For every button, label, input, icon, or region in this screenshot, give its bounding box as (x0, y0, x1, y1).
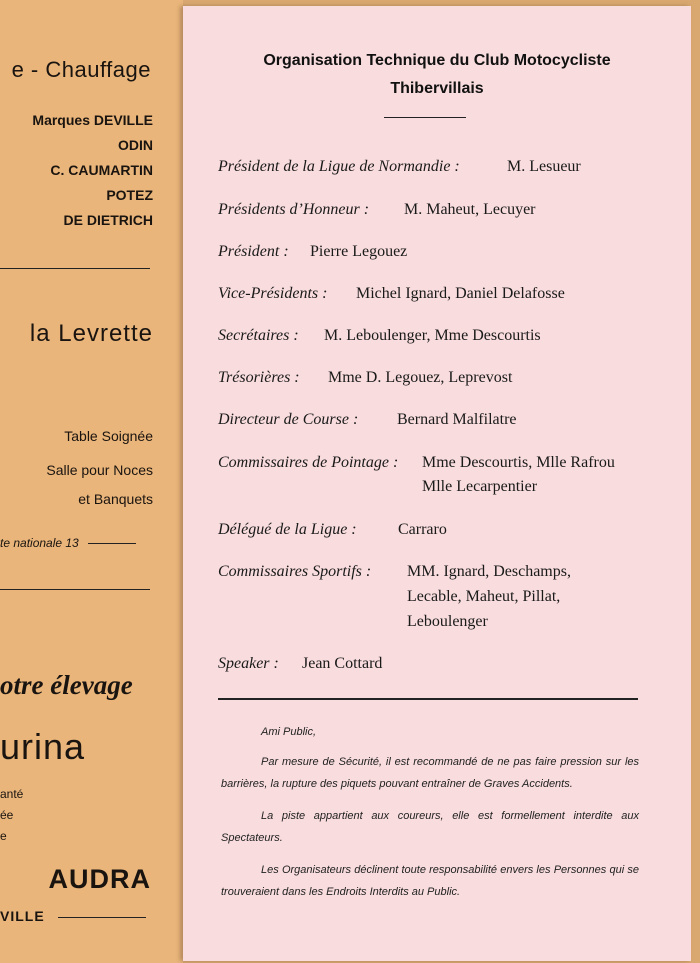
official-value: Mme D. Legouez, Leprevost (328, 369, 513, 386)
ville-dash (58, 917, 146, 918)
official-label: Délégué de la Ligue : (218, 521, 357, 538)
notice-greeting: Ami Public, (261, 726, 317, 738)
fragment-text: anté (0, 787, 24, 801)
heading-chauffage: e - Chauffage (11, 57, 151, 82)
brand-item: Marques DEVILLE (32, 112, 153, 128)
official-row (218, 521, 357, 539)
official-value: M. Maheut, Lecuyer (404, 201, 536, 218)
page-title: Organisation Technique du Club Motocycliste (263, 52, 611, 69)
route-text: te nationale 13 (0, 536, 79, 550)
official-value: M. Leboulenger, Mme Descourtis (324, 327, 541, 344)
title-divider (384, 117, 466, 118)
official-row (218, 563, 371, 581)
official-row (218, 285, 327, 303)
brand-item: ODIN (118, 137, 153, 153)
official-value: MM. Ignard, Deschamps, (407, 563, 571, 580)
divider (0, 589, 150, 590)
official-row (218, 327, 299, 345)
official-label: Directeur de Course : (218, 411, 359, 428)
elevage-text: otre élevage (0, 670, 133, 700)
official-value: Bernard Malfilatre (397, 411, 517, 428)
ville-line (0, 908, 146, 924)
official-value: M. Lesueur (507, 158, 581, 175)
official-value: Jean Cottard (302, 655, 383, 672)
divider (0, 268, 150, 269)
official-row (218, 655, 279, 673)
fragment-text: e (0, 829, 7, 843)
brand-item: DE DIETRICH (63, 212, 153, 228)
brand-item: C. CAUMARTIN (50, 162, 153, 178)
official-row (218, 454, 398, 472)
official-row (218, 201, 369, 219)
official-row (218, 243, 289, 261)
section-divider (218, 698, 638, 700)
brand-item: POTEZ (106, 187, 153, 203)
official-label: Commissaires Sportifs : (218, 563, 372, 580)
official-row (218, 158, 460, 176)
left-page (0, 0, 183, 963)
purina-text: urina (0, 726, 86, 767)
official-label: Présidents d’Honneur : (218, 201, 370, 218)
notice-paragraph: Par mesure de Sécurité, il est recommandé de ne pas faire pression sur les barrières, la rupture des piquets pouvant entraîner de Graves Accidents. (221, 756, 639, 790)
route-line (0, 536, 136, 550)
feature-item: Salle pour Noces (46, 462, 153, 478)
feature-item: et Banquets (78, 491, 153, 507)
notice-paragraph: La piste appartient aux coureurs, elle est formellement interdite aux Spectateurs. (221, 810, 639, 844)
restaurant-name: la Levrette (29, 320, 153, 347)
official-label: Président de la Ligue de Normandie : (218, 158, 460, 175)
official-label: Commissaires de Pointage : (218, 454, 399, 471)
program-page (183, 6, 691, 961)
route-dash (88, 543, 136, 544)
ville-text: VILLE (0, 908, 45, 924)
official-value: Lecable, Maheut, Pillat, (407, 588, 561, 605)
official-label: Secrétaires : (218, 327, 299, 344)
official-label: Vice-Présidents : (218, 285, 328, 302)
official-value: Michel Ignard, Daniel Delafosse (356, 285, 565, 302)
official-label: Speaker : (218, 655, 279, 672)
official-label: Président : (218, 243, 289, 260)
page-subtitle: Thibervillais (390, 80, 484, 97)
fragment-text: ée (0, 808, 14, 822)
official-row (218, 411, 358, 429)
official-value: Mlle Lecarpentier (422, 478, 538, 495)
official-value: Leboulenger (407, 613, 488, 630)
official-value: Carraro (398, 521, 447, 538)
official-label: Trésorières : (218, 369, 300, 386)
official-row (218, 369, 300, 387)
notice-paragraph: Les Organisateurs déclinent toute responsabilité envers les Personnes qui se trouveraient dans les Endroits Interdits au Public. (221, 864, 639, 898)
audra-text: AUDRA (48, 864, 151, 894)
feature-item: Table Soignée (64, 428, 153, 444)
public-notice (221, 721, 639, 913)
official-value: Pierre Legouez (310, 243, 408, 260)
official-value: Mme Descourtis, Mlle Rafrou (422, 454, 615, 471)
